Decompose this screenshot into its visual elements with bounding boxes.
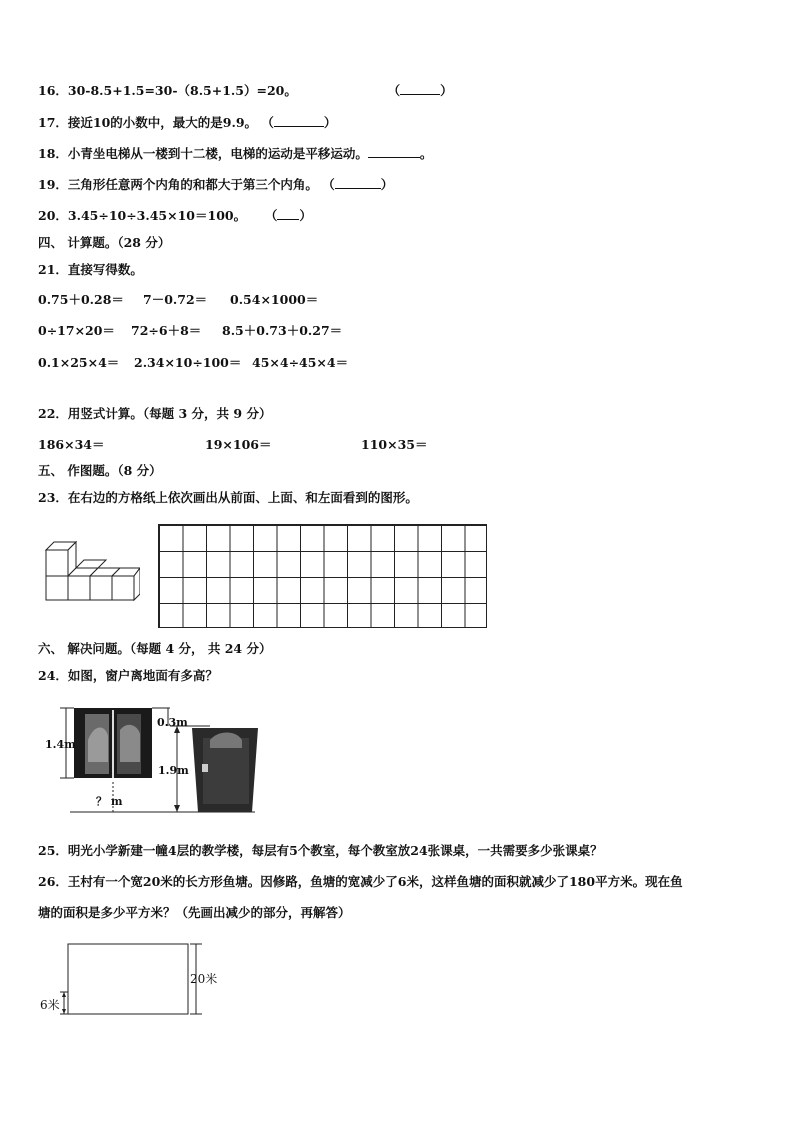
question-19-text: 19．三角形任意两个内角的和都大于第三个内角。 bbox=[38, 177, 318, 192]
calc-item: 0÷17×20＝ bbox=[38, 323, 115, 338]
question-17-text: 17．接近10的小数中，最大的是9.9。 bbox=[38, 115, 258, 130]
answer-paren-20[interactable]: （ ） bbox=[264, 208, 312, 223]
calc-item: 45×4÷45×4＝ bbox=[252, 355, 349, 370]
calc-item: 7－0.72＝ bbox=[143, 292, 208, 307]
question-24-title: 24．如图，窗户离地面有多高？ bbox=[38, 668, 218, 683]
calc-item: 8.5＋0.73＋0.27＝ bbox=[222, 323, 343, 338]
calc-item: 0.54×1000＝ bbox=[230, 292, 319, 307]
question-16 bbox=[38, 83, 453, 99]
question-22-title: 22．用竖式计算。（每题 3 分，共 9 分） bbox=[38, 406, 272, 421]
calc-item: 2.34×10÷100＝ bbox=[134, 355, 242, 370]
label-20m: 20米 bbox=[190, 972, 218, 986]
question-16-text: 16．30-8.5+1.5=30-（8.5+1.5）=20。 bbox=[38, 83, 297, 98]
grid-paper[interactable] bbox=[158, 524, 487, 628]
answer-paren-17[interactable]: （ ） bbox=[261, 115, 337, 130]
question-18: 18．小青坐电梯从一楼到十二楼，电梯的运动是平移运动。 。 bbox=[38, 146, 433, 161]
label-1-9m: 1.9m bbox=[158, 764, 189, 777]
question-26-line-1: 26．王村有一个宽20米的长方形鱼塘。因修路，鱼塘的宽减少了6米，这样鱼塘的面积就减少了180平方米。现在鱼 bbox=[38, 874, 683, 889]
vertical-calc-item: 186×34＝ bbox=[38, 437, 105, 452]
answer-blank-18[interactable] bbox=[368, 146, 420, 158]
question-19 bbox=[38, 177, 393, 193]
vertical-calc-item: 110×35＝ bbox=[361, 437, 428, 452]
label-0-3m: 0.3m bbox=[157, 716, 188, 729]
question-17 bbox=[38, 115, 336, 131]
section-4-heading: 四、 计算题。（28 分） bbox=[38, 235, 171, 250]
calc-item: 0.1×25×4＝ bbox=[38, 355, 120, 370]
question-23-title: 23．在右边的方格纸上依次画出从前面、上面、和左面看到的图形。 bbox=[38, 490, 418, 505]
label-1-4m: 1.4m bbox=[45, 738, 76, 751]
cube-stack-figure bbox=[40, 536, 140, 606]
label-6m: 6米 bbox=[40, 998, 60, 1012]
window-height-figure bbox=[40, 700, 265, 820]
question-20 bbox=[38, 208, 312, 224]
vertical-calc-item: 19×106＝ bbox=[205, 437, 272, 452]
question-20-text: 20．3.45÷10÷3.45×10＝100。 bbox=[38, 208, 247, 223]
answer-paren-19[interactable]: （ ） bbox=[322, 177, 394, 192]
question-21-title: 21．直接写得数。 bbox=[38, 262, 143, 277]
question-18-text: 18．小青坐电梯从一楼到十二楼，电梯的运动是平移运动。 bbox=[38, 146, 368, 161]
question-26-line-2: 塘的面积是多少平方米？（先画出减少的部分，再解答） bbox=[38, 905, 351, 920]
calc-item: 0.75＋0.28＝ bbox=[38, 292, 124, 307]
label-unknown-m: ？ m bbox=[96, 795, 123, 808]
calc-item: 72÷6＋8＝ bbox=[131, 323, 202, 338]
answer-paren-16[interactable]: （ ） bbox=[387, 83, 453, 98]
section-5-heading: 五、 作图题。（8 分） bbox=[38, 463, 162, 478]
question-25-title: 25．明光小学新建一幢4层的教学楼，每层有5个教室，每个教室放24张课桌，一共需要多少张课桌？ bbox=[38, 843, 603, 858]
section-6-heading: 六、 解决问题。（每题 4 分， 共 24 分） bbox=[38, 641, 272, 656]
